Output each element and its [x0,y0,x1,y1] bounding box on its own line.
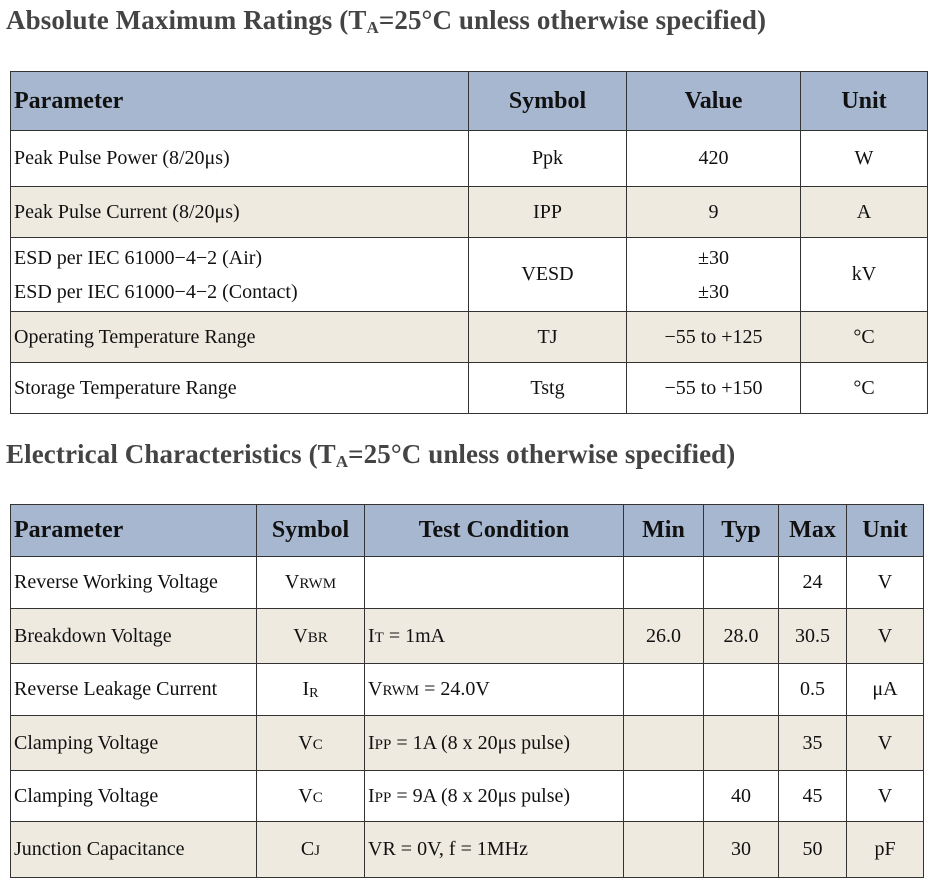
cell-max: 24 [779,557,847,609]
cell-value: 9 [627,187,801,238]
cell-typ [704,716,779,771]
cell-unit: μA [847,664,924,716]
table-row [11,609,924,664]
cell-parameter: Peak Pulse Power (8/20μs) [11,131,469,187]
header-min: Min [624,505,704,557]
value-line-air: ±30 [698,246,729,269]
cell-test-condition: VR = 0V, f = 1MHz [365,822,624,878]
cell-unit: W [801,131,928,187]
cell-unit: V [847,557,924,609]
cell-parameter: Storage Temperature Range [11,363,469,414]
cell-unit: kV [801,238,928,312]
table-row [11,312,928,363]
electrical-characteristics-heading: Electrical Characteristics ($T_A=25^\circ C$ unless otherwise specified) [6,439,736,471]
cell-symbol: VRWM [257,557,365,609]
cell-symbol: VBR [257,609,365,664]
cell-test-condition: IPP = 9A (8 x 20μs pulse) [365,771,624,822]
header-unit: Unit [801,72,928,131]
table-row [11,664,924,716]
cell-max: 45 [779,771,847,822]
cell-test-condition: IPP = 1A (8 x 20μs pulse) [365,716,624,771]
cell-parameter: Junction Capacitance [11,822,257,878]
cell-symbol: VC [257,771,365,822]
cell-symbol: Ppk [469,131,627,187]
header-typ: Typ [704,505,779,557]
cell-min [624,716,704,771]
table-row [11,363,928,414]
cell-symbol: VESD [469,238,627,312]
cell-max: 35 [779,716,847,771]
header-test-condition: Test Condition [365,505,624,557]
table-row [11,771,924,822]
cell-value: −55 to +150 [627,363,801,414]
param-line-air: ESD per IEC 61000−4−2 (Air) [14,246,263,269]
cell-min [624,557,704,609]
cell-parameter: Reverse Working Voltage [11,557,257,609]
cell-parameter: Reverse Leakage Current [11,664,257,716]
cell-unit: °C [801,312,928,363]
cell-parameter: Clamping Voltage [11,716,257,771]
cell-value: 420 [627,131,801,187]
table-row [11,822,924,878]
cell-parameter: Clamping Voltage [11,771,257,822]
cell-typ: 30 [704,822,779,878]
header-max: Max [779,505,847,557]
cell-parameter: Breakdown Voltage [11,609,257,664]
header-value: Value [627,72,801,131]
cell-symbol: Tstg [469,363,627,414]
table-row [11,557,924,609]
param-line-contact: ESD per IEC 61000−4−2 (Contact) [14,280,298,303]
cell-test-condition [365,557,624,609]
cell-typ [704,664,779,716]
cell-unit: V [847,609,924,664]
cell-unit: pF [847,822,924,878]
header-symbol: Symbol [469,72,627,131]
cell-test-condition: VRWM = 24.0V [365,664,624,716]
cell-test-condition: IT = 1mA [365,609,624,664]
cell-typ: 28.0 [704,609,779,664]
header-unit: Unit [847,505,924,557]
header-parameter: Parameter [11,72,469,131]
cell-symbol: TJ [469,312,627,363]
cell-min [624,664,704,716]
table-header-row [11,72,928,131]
cell-symbol: VC [257,716,365,771]
cell-symbol: IR [257,664,365,716]
table-row [11,716,924,771]
table-row [11,131,928,187]
table-header-row [11,505,924,557]
cell-min [624,822,704,878]
cell-unit: A [801,187,928,238]
cell-parameter [11,238,469,312]
cell-symbol: CJ [257,822,365,878]
cell-parameter: Peak Pulse Current (8/20μs) [11,187,469,238]
cell-symbol: IPP [469,187,627,238]
cell-value [627,238,801,312]
cell-max: 0.5 [779,664,847,716]
absolute-max-ratings-heading: Absolute Maximum Ratings ($T_A=25^\circ C$ unless otherwise specified) [6,5,767,37]
table-row [11,238,928,312]
cell-unit: °C [801,363,928,414]
cell-value: −55 to +125 [627,312,801,363]
cell-max: 30.5 [779,609,847,664]
value-line-contact: ±30 [698,280,729,303]
header-parameter: Parameter [11,505,257,557]
header-symbol: Symbol [257,505,365,557]
cell-typ: 40 [704,771,779,822]
cell-max: 50 [779,822,847,878]
electrical-characteristics-table [10,504,924,878]
cell-typ [704,557,779,609]
cell-unit: V [847,716,924,771]
cell-unit: V [847,771,924,822]
table-row [11,187,928,238]
cell-min: 26.0 [624,609,704,664]
cell-min [624,771,704,822]
cell-parameter: Operating Temperature Range [11,312,469,363]
absolute-max-ratings-table [10,71,928,414]
